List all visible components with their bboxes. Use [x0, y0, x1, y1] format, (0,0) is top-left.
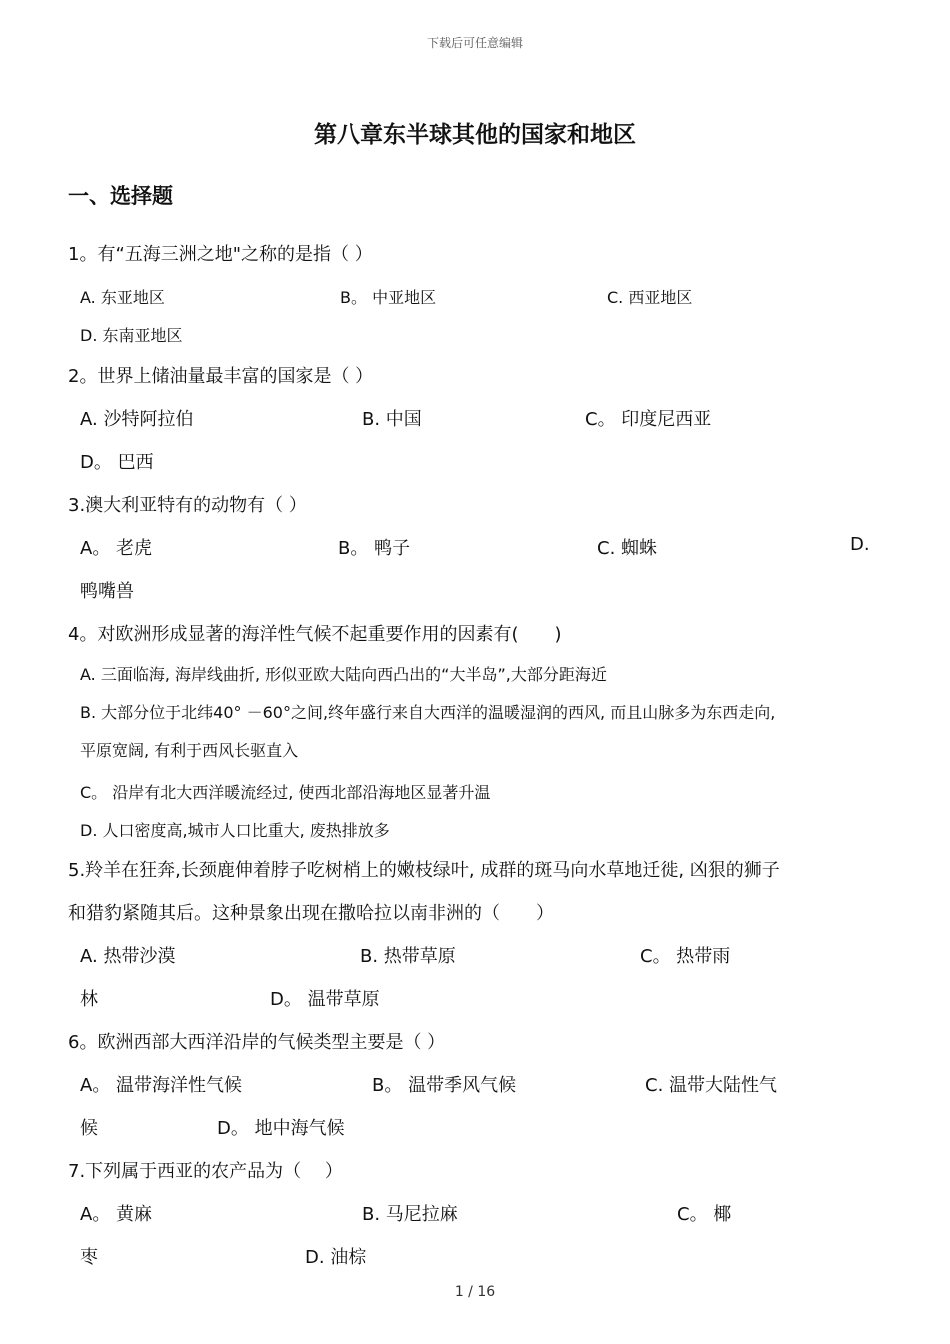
option: B。 温带季风气候: [372, 1075, 517, 1096]
option: C. 温带大陆性气: [645, 1075, 778, 1096]
question-stem: 2。世界上储油量最丰富的国家是（ ）: [68, 366, 374, 387]
option: A. 东亚地区: [80, 288, 165, 307]
option: D. 人口密度高,城市人口比重大, 废热排放多: [80, 821, 390, 840]
option-continued: 平原宽阔, 有利于西风长驱直入: [80, 741, 299, 760]
option: C. 西亚地区: [607, 288, 693, 307]
question-stem: 6。欧洲西部大西洋沿岸的气候类型主要是（ ）: [68, 1032, 446, 1053]
option: B. 大部分位于北纬40° －60°之间,终年盛行来自大西洋的温暖湿润的西风, 而且山脉多为东西走向,: [80, 703, 776, 722]
option: A。 老虎: [80, 538, 153, 559]
option: B. 中国: [362, 409, 422, 430]
page-number: 1 / 16: [454, 1284, 496, 1300]
option-continued: 枣: [80, 1247, 98, 1268]
option: B。 中亚地区: [340, 288, 437, 307]
option: A. 热带沙漠: [80, 946, 176, 967]
option: A. 三面临海, 海岸线曲折, 形似亚欧大陆向西凸出的“大半岛”,大部分距海近: [80, 665, 607, 684]
option: C. 蜘蛛: [597, 538, 658, 559]
option: B. 热带草原: [360, 946, 456, 967]
option: A。 黄麻: [80, 1204, 153, 1225]
option: C。 印度尼西亚: [585, 409, 712, 430]
option-continued: 林: [80, 989, 98, 1010]
option: D。 巴西: [80, 452, 154, 473]
option: 鸭嘴兽: [80, 581, 134, 602]
question-stem: 4。对欧洲形成显著的海洋性气候不起重要作用的因素有( ): [68, 624, 562, 645]
option: D。 地中海气候: [217, 1118, 345, 1139]
question-stem-continued: 和猎豹紧随其后。这种景象出现在撒哈拉以南非洲的（ ）: [68, 903, 554, 924]
option: C。 椰: [677, 1204, 732, 1225]
question-stem: 1。有“五海三洲之地"之称的是指（ ）: [68, 244, 373, 265]
option-continued: 候: [80, 1118, 98, 1139]
question-stem: 5.羚羊在狂奔,长颈鹿伸着脖子吃树梢上的嫩枝绿叶, 成群的斑马向水草地迁徙, 凶狠的狮子: [68, 860, 780, 881]
option: D.: [850, 534, 870, 555]
option: C。 热带雨: [640, 946, 731, 967]
option: D. 油棕: [305, 1247, 367, 1268]
option: A. 沙特阿拉伯: [80, 409, 194, 430]
section-heading: 一、选择题: [68, 184, 173, 208]
question-stem: 7.下列属于西亚的农产品为（ ）: [68, 1161, 343, 1182]
option: D。 温带草原: [270, 989, 380, 1010]
question-stem: 3.澳大利亚特有的动物有（ ）: [68, 495, 307, 516]
option: A。 温带海洋性气候: [80, 1075, 243, 1096]
option: B. 马尼拉麻: [362, 1204, 458, 1225]
option: D. 东南亚地区: [80, 326, 183, 345]
page-title: 第八章东半球其他的国家和地区: [314, 122, 636, 148]
page-header: 下载后可任意编辑: [426, 36, 523, 50]
option: B。 鸭子: [338, 538, 411, 559]
option: C。 沿岸有北大西洋暖流经过, 使西北部沿海地区显著升温: [80, 783, 491, 802]
